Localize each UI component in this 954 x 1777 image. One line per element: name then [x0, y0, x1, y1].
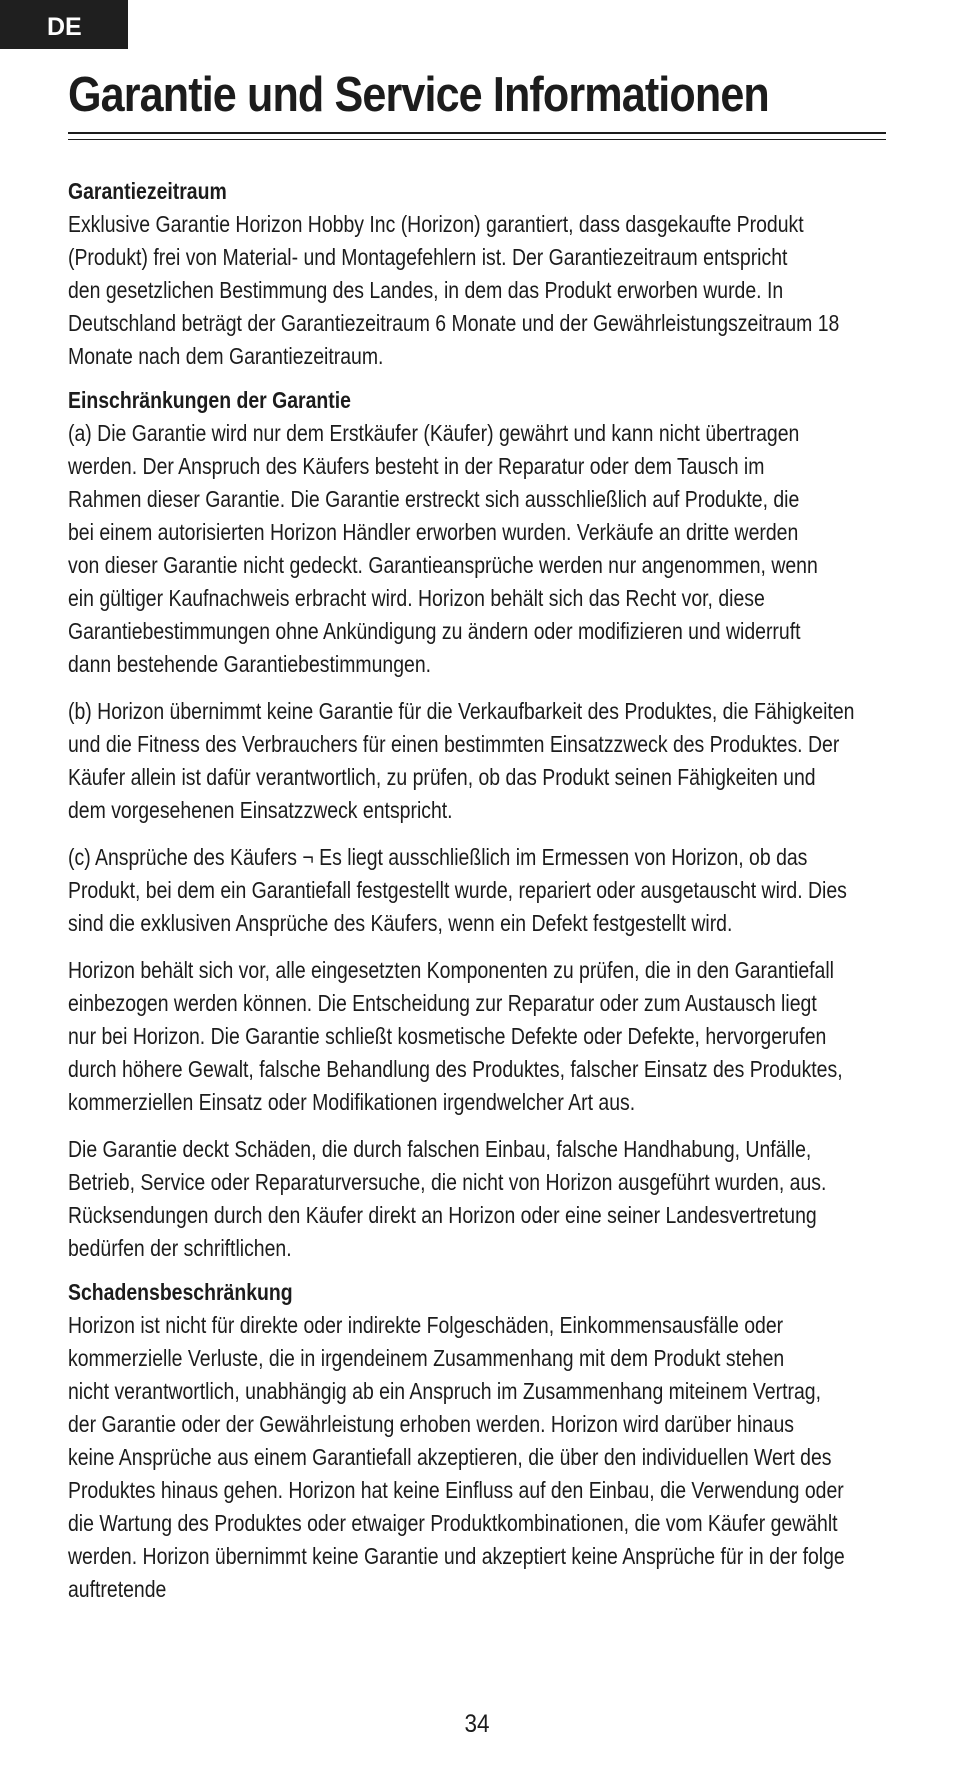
- paragraph: (b) Horizon übernimmt keine Garantie für die Verkaufbarkeit des Produktes, die Fähigkeiten und die Fitness des Verbrauchers für einen bestimmten Einsatzzweck des Produktes. Der Käufer allein ist dafür verantwortlich, zu prüfen, ob das Produkt seinen Fähigkeiten und dem vorgesehenen Einsatzzweck entspricht.: [68, 698, 855, 823]
- paragraph: Horizon behält sich vor, alle eingesetzten Komponenten zu prüfen, die in den Garantiefall einbezogen werden können. Die Entscheidung zur Reparatur oder zum Austausch liegt nur bei Horizon. Die Garantie schließt kosmetische Defekte oder Defekte, hervorgerufen durch höhere Gewalt, falsche Behandlung des Produktes, falscher Einsatz des Produktes, kommerziellen Einsatz oder Modifikationen irgendwelcher Art aus.: [68, 957, 843, 1115]
- paragraph: Horizon ist nicht für direkte oder indirekte Folgeschäden, Einkommensausfälle oder kommerzielle Verluste, die in irgendeinem Zusammenhang mit dem Produkt stehen nicht verantwortlich, unabhängig ab ein Anspruch im Zusammenhang miteinem Vertrag, der Garantie oder der Gewährleistung erhoben werden. Horizon wird darüber hinaus keine Ansprüche aus einem Garantiefall akzeptieren, die über den individuellen Wert des Produktes hinaus gehen. Horizon hat keine Einfluss auf den Einbau, die Verwendung oder die Wartung des Produktes oder etwaiger Produktkombinationen, die vom Käufer gewählt werden. Horizon übernimmt keine Garantie und akzeptiert keine Ansprüche für in der folge auftretende: [68, 1312, 845, 1602]
- paragraph: (c) Ansprüche des Käufers ¬ Es liegt ausschließlich im Ermessen von Horizon, ob das Produkt, bei dem ein Garantiefall festgestellt wurde, repariert oder ausgetauscht wird. Dies sind die exklusiven Ansprüche des Käufers, wenn ein Defekt festgestellt wird.: [68, 844, 847, 936]
- paragraph: Die Garantie deckt Schäden, die durch falschen Einbau, falsche Handhabung, Unfälle, Betrieb, Service oder Reparaturversuche, die nicht von Horizon ausgeführt wurden, aus. Rücksendungen durch den Käufer direkt an Horizon oder eine seiner Landesvertretung bedürfen der schriftlichen.: [68, 1136, 827, 1261]
- language-tab: DE: [0, 0, 128, 49]
- document-body: [68, 175, 879, 1606]
- page-number: 34: [464, 1710, 490, 1738]
- page-title: Garantie und Service Informationen: [68, 68, 769, 122]
- section-schadensbeschraenkung: [68, 1276, 879, 1606]
- section-heading: Schadensbeschränkung: [68, 1279, 293, 1305]
- paragraph: Exklusive Garantie Horizon Hobby Inc (Horizon) garantiert, dass dasgekaufte Produkt (Produkt) frei von Material- und Montagefehlern ist. Der Garantiezeitraum entspricht den gesetzlichen Bestimmung des Landes, in dem das Produkt erworben wurde. In Deutschland beträgt der Garantiezeitraum 6 Monate und der Gewährleistungszeitraum 18 Monate nach dem Garantiezeitraum.: [68, 211, 840, 369]
- section-heading: Garantiezeitraum: [68, 178, 227, 204]
- title-divider: [68, 132, 886, 140]
- paragraph: (a) Die Garantie wird nur dem Erstkäufer (Käufer) gewährt und kann nicht übertragen werden. Der Anspruch des Käufers besteht in der Reparatur oder dem Tausch im Rahmen dieser Garantie. Die Garantie erstreckt sich ausschließlich auf Produkte, die bei einem autorisierten Horizon Händler erworben wurden. Verkäufe an dritte werden von dieser Garantie nicht gedeckt. Garantieansprüche werden nur angenommen, wenn ein gültiger Kaufnachweis erbracht wird. Horizon behält sich das Recht vor, diese Garantiebestimmungen ohne Ankündigung zu ändern oder modifizieren und widerruft dann bestehende Garantiebestimmungen.: [68, 420, 818, 677]
- section-garantiezeitraum: [68, 175, 879, 373]
- section-heading: Einschränkungen der Garantie: [68, 387, 351, 413]
- section-einschraenkungen: [68, 384, 879, 1265]
